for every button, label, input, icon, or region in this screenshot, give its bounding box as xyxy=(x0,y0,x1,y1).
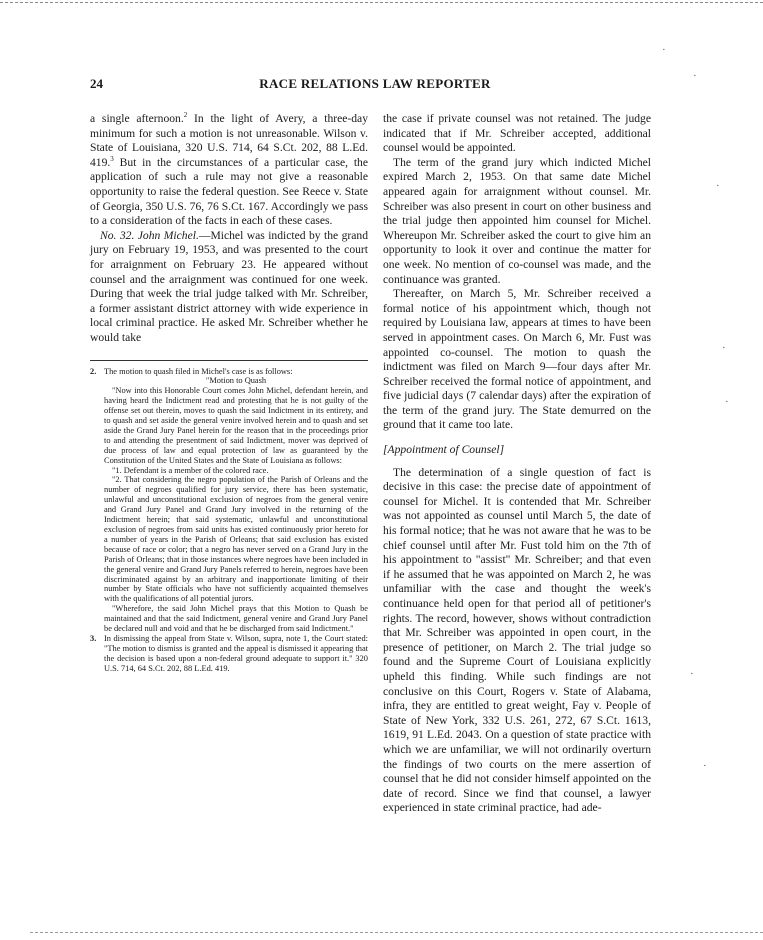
footnote-3-text: In dismissing the appeal from State v. Wilson, supra, note 1, the Court stated: "The motion to dismiss is granted and the appeal is dismissed it appearing that the decision is based upon a non-federal ground adequate to support it." 320 U.S. 714, 64 S.Ct. 202, 88 L.Ed. 419. xyxy=(104,633,368,673)
footnote-3 xyxy=(90,634,368,674)
left-paragraph-1 xyxy=(90,112,368,229)
footnote-divider xyxy=(90,360,368,361)
footnote-2-number: 2. xyxy=(90,366,97,376)
right-column xyxy=(383,112,651,816)
page-number: 24 xyxy=(90,76,103,91)
right-paragraph-2: The term of the grand jury which indicted Michel expired March 2, 1953. On that same date Michel appeared again for arraignment without counsel. Mr. Schreiber was also present in court on other business and the trial judge then appointed him counsel for Michel. Whereupon Mr. Schreiber asked the court to give him an opportunity to look it over and continue the matter for one week. No mention of co-counsel was made, and the continuance was granted. xyxy=(383,155,651,286)
footnote-2-title: "Motion to Quash xyxy=(205,376,267,386)
section-heading: [Appointment of Counsel] xyxy=(383,443,505,457)
scan-speck: · xyxy=(722,342,726,354)
left-column xyxy=(90,112,368,674)
journal-title: RACE RELATIONS LAW REPORTER xyxy=(259,76,491,91)
footnote-ref-2: 2 xyxy=(183,111,188,120)
right-paragraph-4: The determination of a single question of fact is decisive in this case: the precise date of appointment of counsel for Michel. It is contended that Mr. Schreiber was not appointed as counsel until March 5, the date of his formal notice; that he was not aware that he was to be chief counsel until after Mr. Fust told him on the 7th of his appointment to "assist" Mr. Schreiber; and that even if he assumed that he was appointed on March 2, he was unfamiliar with the case and thought the week's continuance held open for that period all of petitioner's rights. The record, however, shows without contradiction that Mr. Schreiber was appointed in open court, in the presence of petitioner, on March 2. The trial judge so found and the Supreme Court of Louisiana explicitly upheld this finding. While such findings are not conclusive on this Court, Rogers v. State of Alabama, infra, they are entitled to great weight, Fay v. People of State of New York, 332 U.S. 261, 272, 67 S.Ct. 1613, 1619, 91 L.Ed. 2043. On a question of state practice with which we are unfamiliar, we will not ordinarily overturn the findings of two courts on the mere assertion of counsel that he did not consider himself appointed on the date of record. Since we find that counsel, a lawyer experienced in state criminal practice, had ade- xyxy=(383,465,651,815)
footnote-2-item-1: "1. Defendant is a member of the colored race. xyxy=(112,465,269,475)
left-p1-part2: In the light of Avery, a three-day minimum for such a motion is not unreasonable. Wilson v. State of Louisiana, 320 U.S. 714, 64 S.Ct. 202, 88 L.Ed. 419. xyxy=(90,112,368,169)
footnote-2-intro: The motion to quash filed in Michel's case is as follows: xyxy=(104,366,293,376)
footnote-2 xyxy=(90,367,368,634)
scan-speck: · xyxy=(716,180,720,192)
case-label-michel: No. 32. John Michel. xyxy=(100,228,199,242)
footnote-3-number: 3. xyxy=(90,633,97,643)
footnote-2-wherefore: "Wherefore, the said John Michel prays that this Motion to Quash be maintained and that the said Indictment, general venire and Grand Jury Panel be declared null and void and that he be discharged from said Indictment." xyxy=(104,604,368,634)
scan-speck: · xyxy=(703,760,707,772)
right-paragraph-3: Thereafter, on March 5, Mr. Schreiber received a formal notice of his appointment which, though not required by Louisiana law, appears at times to have been served in appointment cases. On March 6, Mr. Fust was appointed co-counsel. The motion to quash the indictment was filed on March 9—four days after Mr. Schreiber received the formal notice of appointment, and five judicial days (7 calendar days) after the expiration of the term of the grand jury. The State demurred on the ground that it came too late. xyxy=(383,287,651,432)
scan-speck: · xyxy=(725,396,729,408)
running-header xyxy=(90,76,660,92)
scan-speck: · xyxy=(662,44,666,56)
left-paragraph-2 xyxy=(90,229,368,346)
right-paragraph-1: the case if private counsel was not retained. The judge indicated that if Mr. Schreiber accepted, additional counsel would be appointed. xyxy=(383,112,651,155)
footnotes xyxy=(90,367,368,674)
scan-speck: · xyxy=(690,668,694,680)
bottom-border xyxy=(30,932,763,933)
footnote-2-item-2: "2. That considering the negro population of the Parish of Orleans and the number of negroes qualified for jury service, there has been systematic, unlawful and unconstitutional exclusion of negroes from the general venire and Grand Jury Panel and Grand Jury involved in the returning of the Indictment herein; that said systematic, unlawful and unconstitutional exclusion of negroes from said units has existed continuously prior hereto for a number of years in the Parish of Orleans; that said exclusion has existed because of race or color; that a negro has never served on a Grand Jury in the Parish of Orleans; that in those instances where negroes have been included in the general venire and Grand Jury Panels referred to herein, negroes have been discriminated against by an arbitrary and inapportionate limiting of their number by State officials who have not sufficiently acquainted themselves with the qualifications of all potential jurors. xyxy=(104,475,368,604)
scan-speck: · xyxy=(693,70,697,82)
left-p1-part3: But in the circumstances of a particular case, the application of such a rule may not give a reasonable opportunity to raise the federal question. See Reece v. State of Georgia, 350 U.S. 76, 76 S.Ct. 167. Accordingly we pass to a consideration of the facts in each of these cases. xyxy=(90,155,368,228)
left-p2-text: —Michel was indicted by the grand jury on February 19, 1953, and was presented to the court for arraignment on February 23. He appeared without counsel and the arraignment was continued for one week. During that week the trial judge talked with Mr. Schreiber, a former assistant district attorney with wide experience in local criminal practice. He asked Mr. Schreiber whether he would take xyxy=(90,228,368,344)
left-p1-part1: a single afternoon. xyxy=(90,112,184,125)
footnote-ref-3: 3 xyxy=(110,154,114,163)
footnote-2-body: "Now into this Honorable Court comes John Michel, defendant herein, and having heard the Indictment read and protesting that he is not guilty of the offense set out therein, moves to quash the said Indictment in its entirety, and to quash and set aside the general venire involved herein and to quash and set aside the Grand Jury Panel herein for the reason that in the proceedings prior to and attending the presentment of said Indictment, mover was deprived of due process of law and equal protection of law as guaranteed by the Constitution of the United States and the State of Louisiana as follows: xyxy=(104,386,368,465)
top-border xyxy=(0,2,763,3)
